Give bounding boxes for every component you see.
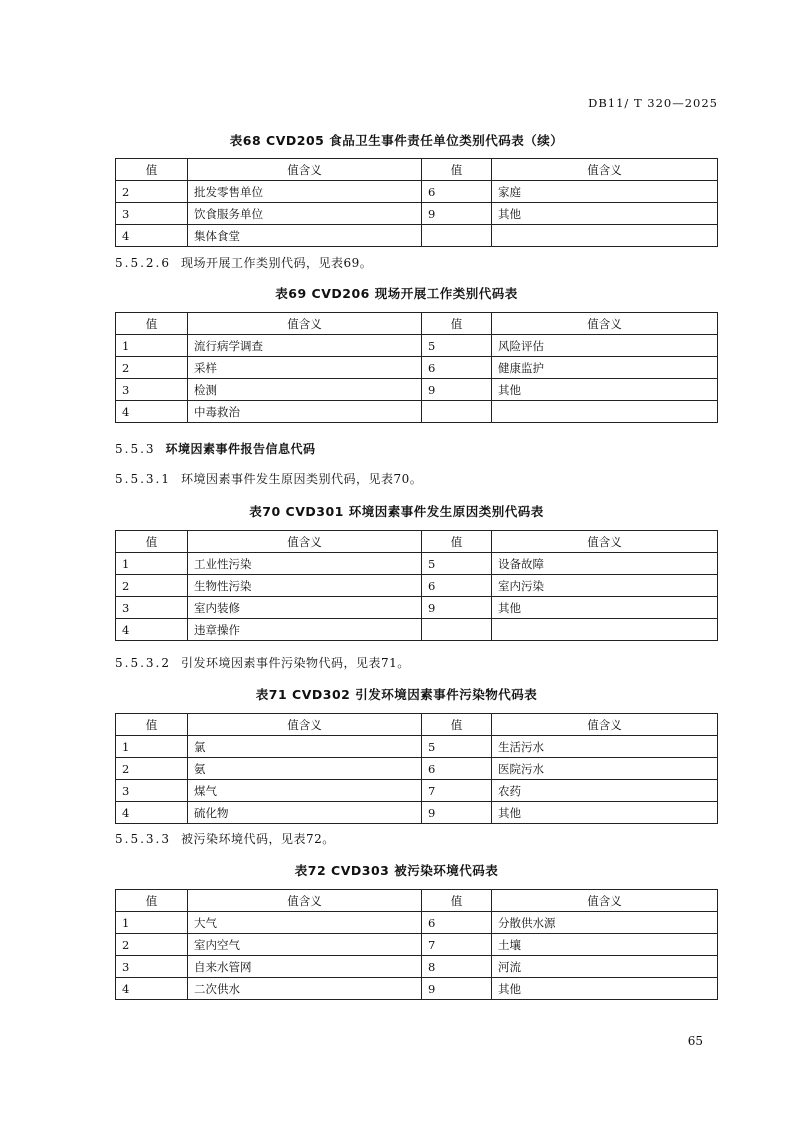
- table-row: [116, 203, 718, 225]
- clause-text: 现场开展工作类别代码，见表69。: [180, 256, 373, 270]
- clause-number: 5.5.3.1: [115, 472, 171, 486]
- clause-number: 5.5.3.2: [115, 656, 171, 670]
- value-cell: 6: [422, 181, 492, 203]
- meaning-cell: 饮食服务单位: [188, 203, 422, 225]
- meaning-cell: 其他: [492, 379, 718, 401]
- column-header-meaning: 值含义: [492, 714, 718, 736]
- column-header-value: 值: [116, 890, 188, 912]
- value-cell: 4: [116, 802, 188, 824]
- table-69: [115, 312, 718, 423]
- meaning-cell: 违章操作: [188, 619, 422, 641]
- value-cell: [422, 401, 492, 423]
- column-header-value: 值: [422, 531, 492, 553]
- value-cell: 6: [422, 357, 492, 379]
- table-row: [116, 553, 718, 575]
- table-row: [116, 802, 718, 824]
- meaning-cell: 硫化物: [188, 802, 422, 824]
- meaning-cell: 医院污水: [492, 758, 718, 780]
- value-cell: 2: [116, 575, 188, 597]
- meaning-cell: 健康监护: [492, 357, 718, 379]
- value-cell: 7: [422, 780, 492, 802]
- table-header-row: [116, 531, 718, 553]
- value-cell: [422, 619, 492, 641]
- meaning-cell: 检测: [188, 379, 422, 401]
- value-cell: 6: [422, 912, 492, 934]
- section-title: 环境因素事件报告信息代码: [165, 442, 316, 456]
- meaning-cell: 家庭: [492, 181, 718, 203]
- clause-text: 环境因素事件发生原因类别代码，见表70。: [180, 472, 423, 486]
- table-row: [116, 357, 718, 379]
- table-row: [116, 912, 718, 934]
- value-cell: 5: [422, 736, 492, 758]
- table-71-caption: 表71 CVD302 引发环境因素事件污染物代码表: [255, 687, 538, 702]
- meaning-cell: 煤气: [188, 780, 422, 802]
- meaning-cell: 集体食堂: [188, 225, 422, 247]
- value-cell: 9: [422, 203, 492, 225]
- column-header-meaning: 值含义: [492, 159, 718, 181]
- value-cell: 9: [422, 379, 492, 401]
- column-header-value: 值: [422, 890, 492, 912]
- meaning-cell: 其他: [492, 802, 718, 824]
- meaning-cell: [492, 619, 718, 641]
- table-row: [116, 401, 718, 423]
- value-cell: 2: [116, 934, 188, 956]
- column-header-value: 值: [422, 313, 492, 335]
- table-row: [116, 597, 718, 619]
- table-row: [116, 575, 718, 597]
- table-72-caption: 表72 CVD303 被污染环境代码表: [294, 863, 499, 878]
- meaning-cell: 其他: [492, 978, 718, 1000]
- paragraph-5-5-3-2: [115, 654, 410, 671]
- value-cell: 9: [422, 802, 492, 824]
- value-cell: 7: [422, 934, 492, 956]
- table-row: [116, 335, 718, 357]
- value-cell: 6: [422, 758, 492, 780]
- table-header-row: [116, 890, 718, 912]
- table-row: [116, 619, 718, 641]
- meaning-cell: 氨: [188, 758, 422, 780]
- table-72: [115, 889, 718, 1000]
- meaning-cell: 生物性污染: [188, 575, 422, 597]
- table-row: [116, 379, 718, 401]
- clause-number: 5.5.2.6: [115, 256, 171, 270]
- column-header-value: 值: [116, 159, 188, 181]
- value-cell: 4: [116, 225, 188, 247]
- value-cell: 4: [116, 401, 188, 423]
- table-71: [115, 713, 718, 824]
- value-cell: 2: [116, 181, 188, 203]
- meaning-cell: 室内空气: [188, 934, 422, 956]
- clause-text: 引发环境因素事件污染物代码，见表71。: [180, 656, 410, 670]
- table-row: [116, 225, 718, 247]
- meaning-cell: 农药: [492, 780, 718, 802]
- table-row: [116, 736, 718, 758]
- value-cell: 3: [116, 780, 188, 802]
- table-69-caption: 表69 CVD206 现场开展工作类别代码表: [275, 286, 518, 301]
- column-header-meaning: 值含义: [492, 313, 718, 335]
- meaning-cell: 土壤: [492, 934, 718, 956]
- column-header-value: 值: [422, 159, 492, 181]
- table-70: [115, 530, 718, 641]
- table-header-row: [116, 159, 718, 181]
- table-row: [116, 956, 718, 978]
- value-cell: [422, 225, 492, 247]
- table-row: [116, 934, 718, 956]
- meaning-cell: 大气: [188, 912, 422, 934]
- value-cell: 1: [116, 912, 188, 934]
- column-header-meaning: 值含义: [188, 714, 422, 736]
- meaning-cell: 风险评估: [492, 335, 718, 357]
- value-cell: 9: [422, 978, 492, 1000]
- table-70-caption: 表70 CVD301 环境因素事件发生原因类别代码表: [249, 504, 544, 519]
- table-row: [116, 758, 718, 780]
- meaning-cell: [492, 225, 718, 247]
- meaning-cell: 氯: [188, 736, 422, 758]
- value-cell: 9: [422, 597, 492, 619]
- value-cell: 6: [422, 575, 492, 597]
- value-cell: 3: [116, 956, 188, 978]
- table-header-row: [116, 313, 718, 335]
- value-cell: 4: [116, 619, 188, 641]
- column-header-value: 值: [422, 714, 492, 736]
- value-cell: 1: [116, 335, 188, 357]
- value-cell: 1: [116, 553, 188, 575]
- clause-text: 被污染环境代码，见表72。: [180, 832, 335, 846]
- meaning-cell: 室内污染: [492, 575, 718, 597]
- meaning-cell: 室内装修: [188, 597, 422, 619]
- table-row: [116, 978, 718, 1000]
- paragraph-5-5-2-6: [115, 254, 372, 271]
- meaning-cell: 工业性污染: [188, 553, 422, 575]
- table-68: [115, 158, 718, 247]
- value-cell: 2: [116, 758, 188, 780]
- value-cell: 3: [116, 379, 188, 401]
- meaning-cell: 其他: [492, 203, 718, 225]
- column-header-value: 值: [116, 313, 188, 335]
- section-number: 5.5.3: [115, 442, 156, 456]
- value-cell: 3: [116, 597, 188, 619]
- column-header-meaning: 值含义: [188, 890, 422, 912]
- column-header-meaning: 值含义: [492, 531, 718, 553]
- table-row: [116, 780, 718, 802]
- paragraph-5-5-3-3: [115, 830, 335, 847]
- meaning-cell: 其他: [492, 597, 718, 619]
- value-cell: 8: [422, 956, 492, 978]
- column-header-meaning: 值含义: [188, 159, 422, 181]
- table-row: [116, 181, 718, 203]
- meaning-cell: 中毒救治: [188, 401, 422, 423]
- meaning-cell: 设备故障: [492, 553, 718, 575]
- meaning-cell: 流行病学调查: [188, 335, 422, 357]
- meaning-cell: 河流: [492, 956, 718, 978]
- column-header-meaning: 值含义: [188, 531, 422, 553]
- value-cell: 5: [422, 335, 492, 357]
- meaning-cell: 生活污水: [492, 736, 718, 758]
- table-68-caption: 表68 CVD205 食品卫生事件责任单位类别代码表（续）: [229, 133, 564, 148]
- value-cell: 4: [116, 978, 188, 1000]
- meaning-cell: 批发零售单位: [188, 181, 422, 203]
- meaning-cell: 自来水管网: [188, 956, 422, 978]
- document-id-header: DB11/ T 320—2025: [588, 96, 718, 110]
- value-cell: 2: [116, 357, 188, 379]
- meaning-cell: 采样: [188, 357, 422, 379]
- table-header-row: [116, 714, 718, 736]
- meaning-cell: 分散供水源: [492, 912, 718, 934]
- column-header-value: 值: [116, 531, 188, 553]
- column-header-value: 值: [116, 714, 188, 736]
- paragraph-5-5-3-1: [115, 470, 422, 487]
- meaning-cell: 二次供水: [188, 978, 422, 1000]
- section-5-5-3-heading: [115, 440, 316, 457]
- column-header-meaning: 值含义: [492, 890, 718, 912]
- page-number: 65: [687, 1034, 703, 1048]
- value-cell: 3: [116, 203, 188, 225]
- column-header-meaning: 值含义: [188, 313, 422, 335]
- value-cell: 5: [422, 553, 492, 575]
- value-cell: 1: [116, 736, 188, 758]
- meaning-cell: [492, 401, 718, 423]
- clause-number: 5.5.3.3: [115, 832, 171, 846]
